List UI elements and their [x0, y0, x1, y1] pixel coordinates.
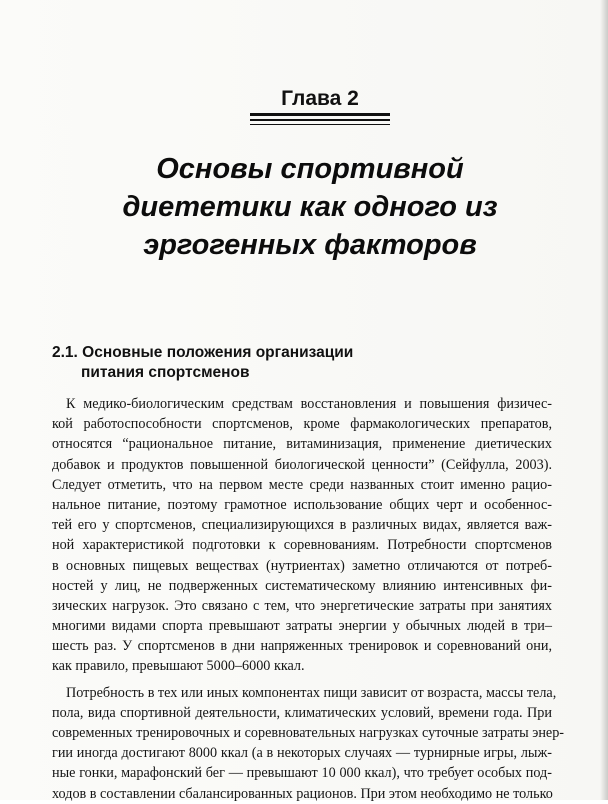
chapter-title-line: диететики как одного из [122, 191, 498, 223]
text-line: пола, вида спортивной деятельности, климатических условий, времени года. При [52, 704, 552, 721]
text-line: К медико-биологическим средствам восстановления и повышения физичес- [66, 396, 552, 412]
text-line: зических нагрузок. Это связано с тем, что энергетические затраты при занятиях [52, 597, 552, 614]
text-line: ностей у лиц, не подверженных систематическому влиянию интенсивных фи- [52, 577, 552, 594]
chapter-rule-thick [250, 113, 390, 116]
chapter-title-line: Основы спортивной [156, 153, 464, 185]
text-line: Следует отметить, что на первом месте среди названных стоит именно рацио- [52, 476, 552, 493]
text-line: кой работоспособности спортсменов, кроме фармакологических препаратов, [52, 416, 552, 433]
text-line: Потребность в тех или иных компонентах пищи зависит от возраста, массы тела, [66, 684, 557, 701]
text-line: относятся “рациональное питание, витаминизация, применение диетических [52, 436, 552, 453]
text-line: добавок и продуктов повышенной биологической ценности” (Сейфулла, 2003). [52, 456, 552, 473]
chapter-rule-thin [250, 124, 390, 125]
text-line: как правило, превышают 5000–6000 ккал. [52, 658, 305, 675]
text-line: тей его у спортсменов, специализирующихся в различных видах, является важ- [52, 517, 552, 534]
chapter-title [60, 150, 560, 264]
section-heading-line: питания спортсменов [81, 364, 250, 381]
text-line: гии иногда достигают 8000 ккал (а в некоторых случаях — турнирные игры, лыж- [52, 745, 552, 762]
section-heading [52, 343, 472, 383]
text-line: ходов в составлении сбалансированных рационов. При этом необходимо не только [52, 785, 553, 802]
chapter-rule-medium [250, 119, 390, 121]
text-line: ной характеристикой подготовки к соревнованиям. Потребности спортсменов [52, 537, 552, 554]
text-line: шесть раз. У спортсменов в дни напряженных тренировок и соревнований они, [52, 638, 552, 655]
page-spine-shadow [600, 0, 608, 800]
chapter-label: Глава 2 [281, 87, 359, 110]
body-text [52, 394, 565, 804]
chapter-title-line: эргогенных факторов [143, 229, 477, 261]
text-line: нальное питание, поэтому грамотное использование общих черт и особеннос- [52, 496, 552, 513]
section-heading-line: 2.1. Основные положения организации [52, 344, 354, 361]
text-line: в основных пищевых веществах (нутриентах) заметно отличаются от потреб- [52, 557, 552, 574]
text-line: ные гонки, марафонский бег — превышают 10 000 ккал), что требует особых под- [52, 765, 552, 782]
text-line: современных тренировочных и соревновательных нагрузках суточные затраты энер- [52, 725, 565, 741]
text-line: многими видами спорта превышают затраты энергии у обычных людей в три– [52, 618, 552, 635]
